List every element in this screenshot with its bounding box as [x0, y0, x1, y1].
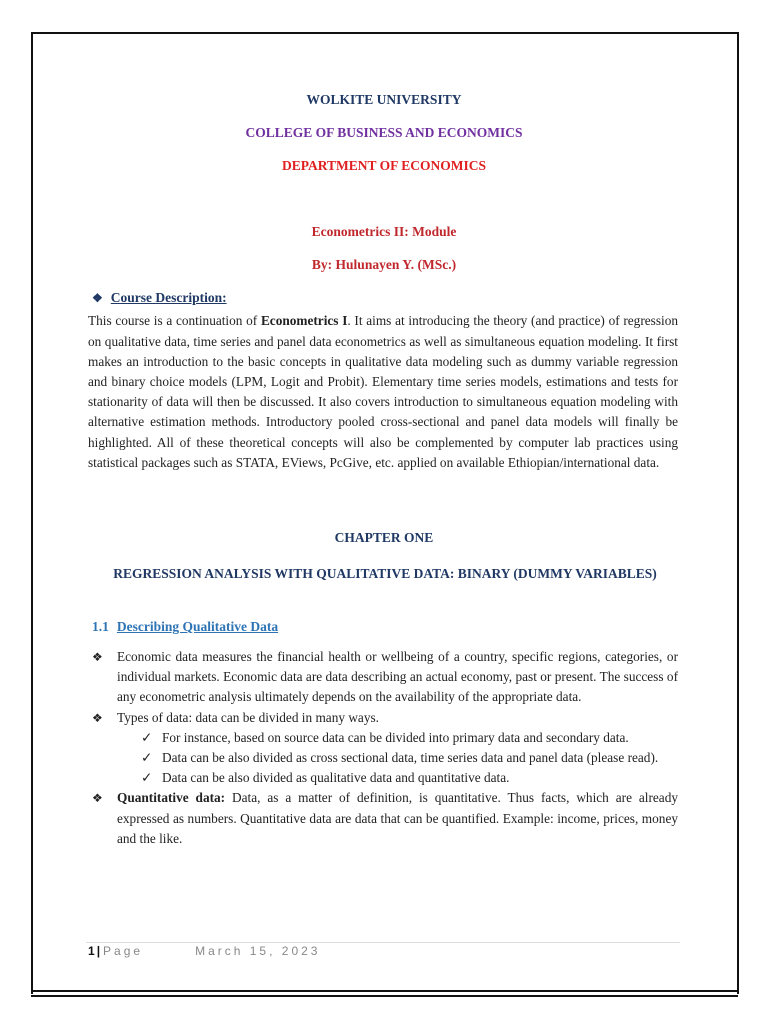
footer-divider	[86, 942, 680, 943]
checkmark-icon: ✓	[141, 729, 153, 745]
list-item-text: Economic data measures the financial health or wellbeing of a country, specific regions, categories, or individual markets. Economic data are data describing an actual economy, past or present. The success of any econometric analysis ultimately depends on the availability of the appropriate data.	[117, 649, 678, 705]
diamond-bullet-icon: ❖	[92, 650, 103, 664]
checkmark-icon: ✓	[141, 770, 153, 786]
page-border	[31, 32, 739, 994]
chapter-title: REGRESSION ANALYSIS WITH QUALITATIVE DATA: BINARY (DUMMY VARIABLES)	[113, 566, 657, 581]
bold-text: Quantitative data:	[117, 790, 226, 806]
sub-list-item	[92, 728, 678, 748]
course-description-title: Course Description:	[110, 290, 227, 305]
page-number: 1	[88, 944, 95, 958]
bold-text: Econometrics I	[260, 313, 348, 329]
sub-list-item	[92, 768, 678, 788]
page-label: Page	[103, 944, 144, 958]
diamond-bullet-icon: ❖	[92, 791, 103, 806]
diamond-bullet-icon: ❖	[92, 291, 103, 305]
course-description-paragraph	[88, 311, 678, 473]
checkmark-icon: ✓	[141, 750, 153, 766]
page-border-bottom	[31, 990, 738, 997]
course-description-heading	[92, 290, 227, 306]
section-number: 1.1	[92, 619, 109, 634]
sub-list-item	[92, 748, 678, 768]
list-item	[92, 708, 678, 728]
college-name: COLLEGE OF BUSINESS AND ECONOMICS	[245, 125, 523, 140]
diamond-bullet-icon: ❖	[92, 710, 103, 725]
section-heading	[92, 619, 278, 635]
list-item	[92, 647, 678, 708]
list-item-text: Data can be also divided as qualitative data and quantitative data.	[162, 770, 510, 786]
list-item-text: Types of data: data can be divided in many ways.	[117, 709, 379, 725]
chapter-label: CHAPTER ONE	[334, 530, 434, 545]
list-item-text: For instance, based on source data can be divided into primary data and secondary data.	[162, 729, 629, 745]
footer-date: March 15, 2023	[195, 944, 321, 958]
list-item-text: Data can be also divided as cross sectional data, time series data and panel data (please read).	[162, 750, 659, 766]
author-line: By: Hulunayen Y. (MSc.)	[311, 257, 457, 272]
text-run: This course is a continuation of	[88, 313, 261, 329]
list-item	[92, 788, 678, 849]
footer-separator: |	[96, 944, 101, 958]
module-title: Econometrics II: Module	[311, 224, 457, 239]
list-item-text: Data, as a matter of definition, is quantitative. Thus facts, which are already expressed as numbers. Quantitative data are data that can be quantified. Example: income, prices, money and the like.	[117, 790, 679, 846]
university-name: WOLKITE UNIVERSITY	[306, 92, 462, 107]
text-run: . It aims at introducing the theory (and practice) of regression on qualitative data, time series and panel data econometrics as well as simultaneous equation modeling. It first makes an introduction to the basic concepts in qualitative data modeling such as dummy variable regression and binary choice models (LPM, Logit and Probit). Elementary time series models, estimations and tests for stationarity of data will then be discussed. It also covers introduction to simultaneous equation modeling with alternative estimation methods. Introductory pooled cross-sectional and panel data models will finally be highlighted. All of these theoretical concepts will also be complemented by computer lab practices using statistical packages such as STATA, EViews, PcGive, etc. applied on available Ethiopian/international data.	[88, 313, 679, 470]
section-title: Describing Qualitative Data	[116, 619, 279, 634]
page-footer	[88, 944, 320, 958]
bullet-list	[92, 647, 678, 849]
department-name: DEPARTMENT OF ECONOMICS	[281, 158, 487, 173]
